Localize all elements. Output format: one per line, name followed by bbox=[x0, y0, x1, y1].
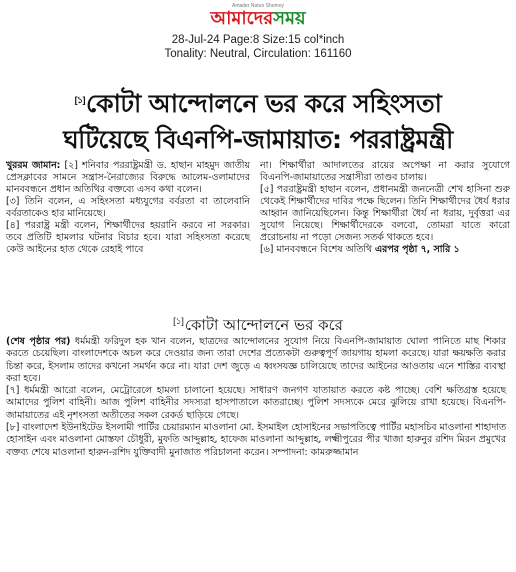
paragraph-text: [২] শনিবার পররাষ্ট্রমন্ত্রী ড. হাছান মাহমুদ জাতীয় প্রেসক্লাবের সামনে সন্ত্রাস-নৈরাজ্যের বিরুদ্ধে আলেম-ওলামাদের মানববন্ধনে প্রধান অতিথির বক্তব্যে এসব কথা বলেন। bbox=[6, 160, 250, 195]
paragraph-text: [৬] মানববন্ধনে বিশেষ অতিথি bbox=[260, 244, 376, 255]
paragraph: [৩] তিনি বলেন, এ সহিংসতা মধ্যযুগের বর্বরতা বা তালেবানি বর্বরতাকেও হার মানিয়েছে। bbox=[6, 196, 250, 219]
paragraph: না। শিক্ষার্থীরা আদালতের রায়ের অপেক্ষা না করার সুযোগে বিএনপি-জামায়াতের সন্ত্রাসীরা তাণ্ডব চালায়। bbox=[260, 160, 510, 183]
continuation-reference: এরপর পৃষ্ঠা ৭, সারি ১ bbox=[375, 244, 460, 255]
masthead-tagline: Amader Notun Shomoy bbox=[232, 3, 284, 9]
headline-marker: [১] bbox=[173, 316, 184, 326]
paragraph: [৪] পররাষ্ট্র মন্ত্রী বলেন, শিক্ষার্থীদের হয়রানি করবে না সরকার। তবে প্রতিটি হামলার ঘটনার বিচার হবে। যারা সহিংসতা করেছে কেউ আইনের হাত থেকে রেহাই পাবে bbox=[6, 220, 250, 255]
continuation-headline-text: কোটা আন্দোলনে ভর করে bbox=[184, 316, 343, 334]
clipping-meta-tonality: Tonality: Neutral, Circulation: 161160 bbox=[164, 48, 352, 60]
paragraph: [৭] ধর্মমন্ত্রী আরো বলেন, মেট্রোরেলে হামলা চালানো হয়েছে। সাধারণ জনগণ যাতায়াত করতে কষ্ট পাচ্ছে। বেশি ক্ষতিগ্রস্ত হয়েছে আমাদের পুলিশ বাহিনী। আজ পুলিশ বাহিনীর সদস্যরা হাসপাতালে কাতরাচ্ছে। পুলিশ সদস্যকে মেরে ঝুলিয়ে রাখা হয়েছে। বিএনপি-জামায়াতের এই নৃশংসতা অতীতের সকল রেকর্ড ছাড়িয়ে গেছে। bbox=[6, 385, 506, 421]
headline-line-2: ঘটিয়েছে বিএনপি-জামায়াত: পররাষ্ট্রমন্ত্রী bbox=[63, 125, 453, 154]
headline-text-1: কোটা আন্দোলনে ভর করে সহিংসতা bbox=[85, 89, 442, 118]
clipping-meta-date-page: 28-Jul-24 Page:8 Size:15 col*inch bbox=[171, 34, 345, 46]
masthead bbox=[0, 2, 516, 32]
article-column-right bbox=[260, 160, 510, 256]
paragraph bbox=[6, 160, 250, 196]
byline: খুররম জামান: bbox=[6, 160, 61, 171]
continuation-body bbox=[6, 336, 506, 459]
paragraph bbox=[260, 244, 510, 256]
continued-from-label: (শেষ পৃষ্ঠার পর) bbox=[6, 336, 71, 347]
logo-part-shomoy: সময় bbox=[273, 7, 306, 29]
newspaper-logo bbox=[190, 8, 326, 30]
article-column-left bbox=[6, 160, 250, 256]
paragraph-text: ধর্মমন্ত্রী ফরিদুল হক খান বলেন, ছাত্রদের আন্দোলনের সুযোগ নিয়ে বিএনপি-জামায়াত ঘোলা পানিতে মাছ শিকার করতে চেয়েছিল। বাংলাদেশকে অচল করে দেওয়ার জন্য তারা দেশের প্রত্যেকটা গুরুত্বপূর্ণ জায়গায় হামলা করেছে। যারা ক্ষয়ক্ষতি করার চিন্তা করে, ইসলাম তাদের কখনো সমর্থন করে না। যারা দেশ জুড়ে এ ধ্বংসযজ্ঞ চালিয়েছে তাদের আইনের আওতায় এনে শাস্তির ব্যবস্থা করা হবে। bbox=[6, 336, 507, 384]
paragraph: [৫] পররাষ্ট্রমন্ত্রী হাছান বলেন, প্রধানমন্ত্রী জননেত্রী শেখ হাসিনা শুরু থেকেই শিক্ষার্থীদের দাবির পক্ষে ছিলেন। তিনি শিক্ষার্থীদের ধৈর্য ধরার আহ্বান জানিয়েছিলেন। কিন্তু শিক্ষার্থীরা ধৈর্য না ধরায়, দুর্বৃত্তরা এর সুযোগ নিয়েছে। শিক্ষার্থীদেরকে বলবো, তোমরা যাতে কারো প্ররোচনায় না পড়ো সেজন্য সতর্ক থাকতে হবে। bbox=[260, 184, 510, 243]
paragraph: [৮] বাংলাদেশ ইউনাইটেড ইসলামী পার্টির চেয়ারম্যান মাওলানা মো. ইসমাইল হোসাইনের সভাপতিত্বে পার্টির মহাসচিব মাওলানা শাহাদাত হোসাইন এবং মাওলানা মোস্তফা চৌধুরী, মুফতি আব্দুল্লাহ, হাফেজ মাওলানা আব্দুল্লাহ, লক্ষ্মীপুরের পীর খাজা হারুনুর রশিদ মিরন প্রমুখের বক্তব্য শেষে মাওলানা হারুন-রশিদ যুক্তিবাদী মুনাজাত পরিচালনা করেন। সম্পাদনা: কামরুজ্জামান bbox=[6, 422, 506, 458]
headline-marker: [১] bbox=[74, 94, 85, 105]
logo-part-amader: আমাদের bbox=[210, 7, 274, 29]
article-clipping-1 bbox=[6, 78, 510, 284]
paragraph bbox=[6, 336, 506, 385]
article-clipping-2 bbox=[6, 306, 510, 560]
